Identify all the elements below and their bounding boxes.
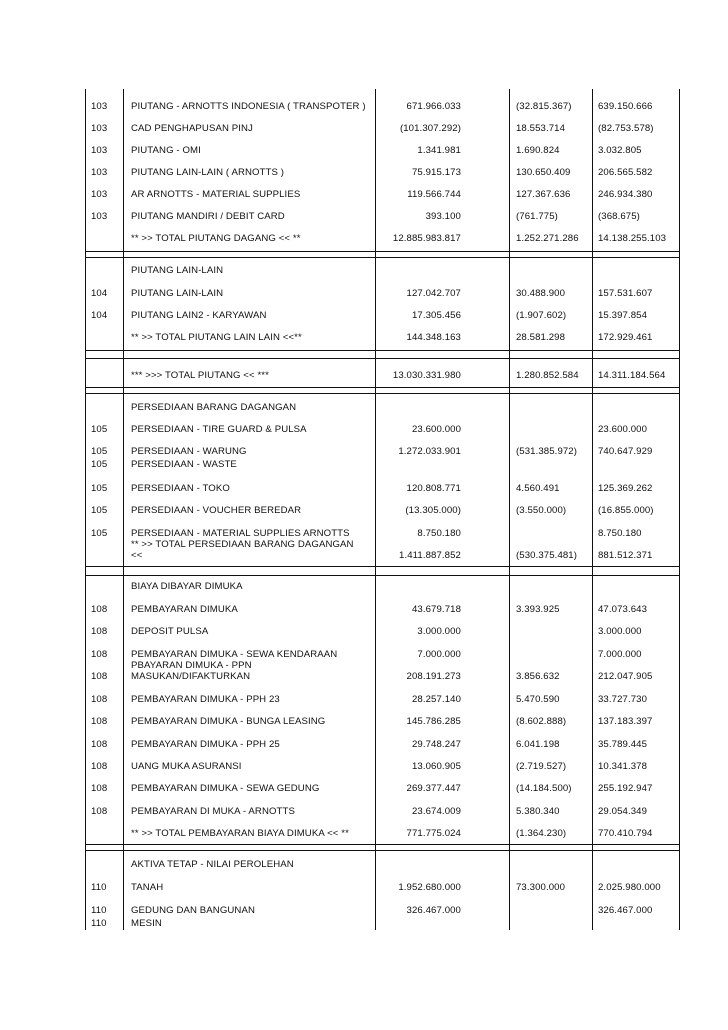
opening-balance-value: 1.411.887.852 [399,550,461,561]
closing-balance-value: 326.467.000 [598,905,653,916]
account-code: 108 [91,761,108,772]
account-description: PIUTANG LAIN-LAIN ( ARNOTTS ) [131,167,285,178]
section-separator-line [85,387,679,388]
closing-balance-value: 770.410.794 [598,828,653,839]
closing-balance-value: 3.032.805 [598,145,642,156]
account-description: PIUTANG LAIN2 - KARYAWAN [131,310,267,321]
section-separator-line [85,358,679,359]
account-description: PIUTANG - OMI [131,145,201,156]
account-description: PIUTANG LAIN-LAIN [131,288,224,299]
account-description: PERSEDIAAN - TOKO [131,483,230,494]
closing-balance-value: 29.054.349 [598,806,648,817]
account-description: GEDUNG DAN BANGUNAN [131,905,255,916]
account-code: 108 [91,694,108,705]
account-description: BIAYA DIBAYAR DIMUKA [131,581,243,592]
opening-balance-value: 23.674.009 [411,806,461,817]
opening-balance-value: 7.000.000 [417,649,461,660]
account-description: PBAYARAN DIMUKA - PPN [131,660,252,671]
movement-value: 4.560.491 [516,483,560,494]
account-description: MESIN [131,918,162,929]
account-code: 103 [91,167,108,178]
account-description: CAD PENGHAPUSAN PINJ [131,123,253,134]
movement-value: (3.550.000) [516,505,567,516]
opening-balance-value: 28.257.140 [411,694,461,705]
closing-balance-value: 246.934.380 [598,189,653,200]
closing-balance-value: 137.183.397 [598,716,653,727]
column-divider [123,89,124,930]
opening-balance-value: 1.272.033.901 [398,446,461,457]
account-code: 108 [91,806,108,817]
closing-balance-value: 740.647.929 [598,446,653,457]
closing-balance-value: 212.047.905 [598,671,653,682]
column-divider [679,89,680,930]
account-code: 105 [91,446,108,457]
closing-balance-value: 157.531.607 [598,288,653,299]
opening-balance-value: 13.030.331.980 [392,370,461,381]
opening-balance-value: 3.000.000 [417,626,461,637]
closing-balance-value: 125.369.262 [598,483,653,494]
account-description: PERSEDIAAN - TIRE GUARD & PULSA [131,424,307,435]
account-code: 110 [91,882,107,893]
account-description: PERSEDIAAN - VOUCHER BEREDAR [131,505,302,516]
closing-balance-value: (16.855.000) [598,505,654,516]
account-description: PERSEDIAAN - WARUNG [131,446,247,457]
account-code: 103 [91,123,108,134]
account-description: PIUTANG - ARNOTTS INDONESIA ( TRANSPOTER ) [131,101,366,112]
movement-value: (1.907.602) [516,310,567,321]
account-code: 108 [91,626,108,637]
opening-balance-value: 8.750.180 [417,528,461,539]
closing-balance-value: (368.675) [598,211,640,222]
account-code: 105 [91,459,108,470]
closing-balance-value: 33.727.730 [598,694,648,705]
account-code: 105 [91,424,108,435]
section-separator-line [85,251,679,252]
account-description: PERSEDIAAN - WASTE [131,459,237,470]
closing-balance-value: 639.150.666 [598,101,653,112]
closing-balance-value: 35.789.445 [598,739,648,750]
closing-balance-value: 206.565.582 [598,167,653,178]
account-description: PEMBAYARAN DIMUKA [131,604,238,615]
opening-balance-value: 17.305.456 [411,310,461,321]
movement-value: (2.719.527) [516,761,567,772]
account-description: PERSEDIAAN BARANG DAGANGAN [131,402,297,413]
section-separator-line [85,393,679,394]
account-code: 103 [91,145,108,156]
movement-value: 1.280.852.584 [516,370,579,381]
opening-balance-value: 393.100 [425,211,461,222]
movement-value: (761.775) [516,211,558,222]
account-description: TANAH [131,882,164,893]
closing-balance-value: 15.397.854 [598,310,648,321]
movement-value: 127.367.636 [516,189,571,200]
account-code: 108 [91,739,108,750]
opening-balance-value: 12.885.983.817 [392,233,461,244]
account-code: 108 [91,671,108,682]
closing-balance-value: 172.929.461 [598,332,653,343]
opening-balance-value: 208.191.273 [406,671,461,682]
movement-value: (531.385.972) [516,446,578,457]
column-divider [592,89,593,930]
movement-value: 3.393.925 [516,604,560,615]
closing-balance-value: 14.138.255.103 [598,233,667,244]
account-code: 105 [91,483,108,494]
opening-balance-value: 1.952.680.000 [398,882,461,893]
closing-balance-value: 255.192.947 [598,783,653,794]
account-code: 108 [91,716,108,727]
account-description: AR ARNOTTS - MATERIAL SUPPLIES [131,189,301,200]
closing-balance-value: 10.341.378 [598,761,648,772]
column-divider [85,89,86,930]
opening-balance-value: 269.377.447 [406,783,461,794]
opening-balance-value: 119.566.744 [407,189,461,200]
account-code: 105 [91,528,108,539]
closing-balance-value: 7.000.000 [598,649,642,660]
account-description: ** >> TOTAL PERSEDIAAN BARANG DAGANGAN [131,539,354,550]
account-description: PEMBAYARAN DIMUKA - SEWA GEDUNG [131,783,320,794]
account-code: 103 [91,189,108,200]
section-separator-line [85,350,679,351]
opening-balance-value: 771.775.024 [406,828,461,839]
movement-value: 73.300.000 [516,882,566,893]
movement-value: (8.602.888) [516,716,567,727]
movement-value: 1.252.271.286 [516,233,579,244]
movement-value: 5.380.340 [516,806,560,817]
opening-balance-value: 120.808.771 [406,483,461,494]
movement-value: 6.041.198 [516,739,560,750]
closing-balance-value: 47.073.643 [598,604,648,615]
account-description: PIUTANG MANDIRI / DEBIT CARD [131,211,285,222]
account-description: DEPOSIT PULSA [131,626,209,637]
opening-balance-value: 29.748.247 [411,739,461,750]
account-code: 108 [91,604,108,615]
column-divider [509,89,510,930]
movement-value: 18.553.714 [516,123,566,134]
movement-value: 28.581.298 [516,332,566,343]
movement-value: (1.364.230) [516,828,567,839]
opening-balance-value: (101.307.292) [399,123,461,134]
account-description: ** >> TOTAL PIUTANG DAGANG << ** [131,233,301,244]
opening-balance-value: 145.786.285 [406,716,461,727]
account-code: 104 [91,288,108,299]
opening-balance-value: 326.467.000 [406,905,461,916]
section-separator-line [85,257,679,258]
movement-value: 130.650.409 [516,167,571,178]
opening-balance-value: 75.915.173 [411,167,461,178]
closing-balance-value: 2.025.980.000 [598,882,661,893]
account-description: *** >>> TOTAL PIUTANG << *** [131,370,269,381]
account-description: MASUKAN/DIFAKTURKAN [131,671,251,682]
closing-balance-value: 14.311.184.564 [598,370,666,381]
movement-value: 1.690.824 [516,145,560,156]
movement-value: (32.815.367) [516,101,572,112]
account-description: ** >> TOTAL PIUTANG LAIN LAIN <<** [131,332,302,343]
account-code: 105 [91,505,108,516]
movement-value: (530.375.481) [516,550,578,561]
account-description: UANG MUKA ASURANSI [131,761,242,772]
account-description: PIUTANG LAIN-LAIN [131,265,224,276]
movement-value: 3.856.632 [516,671,560,682]
account-description: PEMBAYARAN DIMUKA - BUNGA LEASING [131,716,326,727]
opening-balance-value: 144.348.163 [406,332,461,343]
opening-balance-value: 671.966.033 [406,101,461,112]
closing-balance-value: 23.600.000 [598,424,648,435]
account-description: AKTIVA TETAP - NILAI PEROLEHAN [131,859,294,870]
account-code: 103 [91,211,108,222]
account-description: << [131,550,143,561]
account-description: PEMBAYARAN DI MUKA - ARNOTTS [131,806,295,817]
closing-balance-value: (82.753.578) [598,123,654,134]
opening-balance-value: 13.060.905 [411,761,461,772]
account-description: PEMBAYARAN DIMUKA - PPH 23 [131,694,280,705]
account-code: 108 [91,649,108,660]
opening-balance-value: 127.042.707 [406,288,461,299]
opening-balance-value: 1.341.981 [417,145,461,156]
account-description: PEMBAYARAN DIMUKA - PPH 25 [131,739,280,750]
section-separator-line [85,575,679,576]
account-description: PERSEDIAAN - MATERIAL SUPPLIES ARNOTTS [131,528,350,539]
section-separator-line [85,844,679,845]
account-code: 104 [91,310,108,321]
opening-balance-value: (13.305.000) [405,505,461,516]
account-code: 110 [91,905,107,916]
account-code: 108 [91,783,108,794]
closing-balance-value: 3.000.000 [598,626,642,637]
opening-balance-value: 23.600.000 [411,424,461,435]
account-description: PEMBAYARAN DIMUKA - SEWA KENDARAAN [131,649,338,660]
account-code: 103 [91,101,108,112]
closing-balance-value: 8.750.180 [598,528,642,539]
section-separator-line [85,850,679,851]
movement-value: (14.184.500) [516,783,572,794]
movement-value: 5.470.590 [516,694,560,705]
opening-balance-value: 43.679.718 [411,604,461,615]
account-code: 110 [91,918,107,929]
movement-value: 30.488.900 [516,288,566,299]
column-divider [375,89,376,930]
section-separator-line [85,566,679,567]
closing-balance-value: 881.512.371 [598,550,653,561]
account-description: ** >> TOTAL PEMBAYARAN BIAYA DIMUKA << ** [131,828,349,839]
